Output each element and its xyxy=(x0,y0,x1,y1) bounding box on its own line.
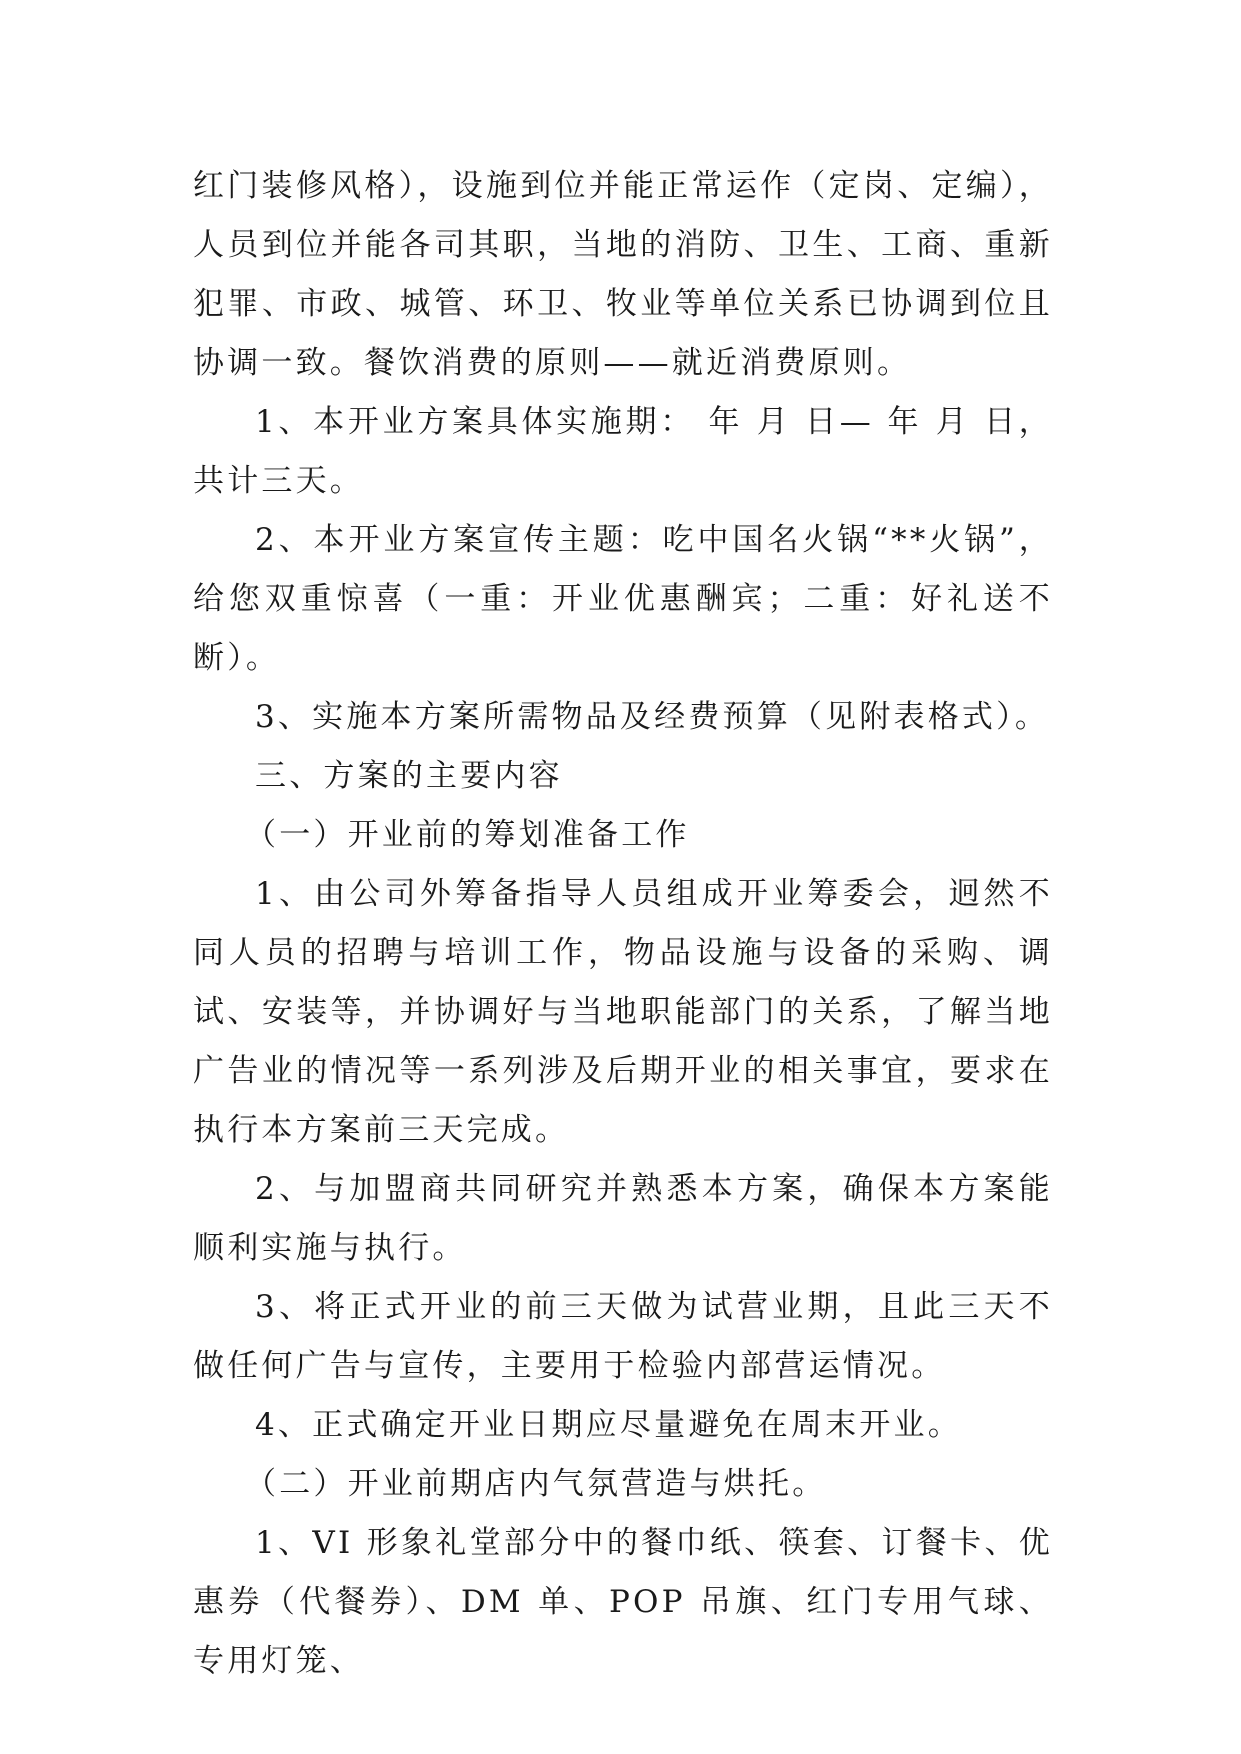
paragraph: 1、本开业方案具体实施期： 年 月 日— 年 月 日，共计三天。 xyxy=(193,404,1053,499)
paragraph: 3、实施本方案所需物品及经费预算（见附表格式）。 xyxy=(255,699,1050,735)
paragraph: 1、由公司外筹备指导人员组成开业筹委会，迥然不同人员的招聘与培训工作，物品设施与设备的采购、调试、安装等，并协调好与当地职能部门的关系，了解当地广告业的情况等一系列涉及后期开业的相关事宜，要求在执行本方案前三天完成。 xyxy=(193,876,1053,1148)
paragraph: 3、将正式开业的前三天做为试营业期，且此三天不做任何广告与宣传，主要用于检验内部营运情况。 xyxy=(193,1289,1053,1384)
paragraph: 4、正式确定开业日期应尽量避免在周末开业。 xyxy=(255,1407,962,1443)
paragraph: 2、与加盟商共同研究并熟悉本方案，确保本方案能顺利实施与执行。 xyxy=(193,1171,1053,1266)
section-heading: 三、方案的主要内容 xyxy=(255,758,563,794)
document-body xyxy=(193,157,1053,1691)
subsection-heading: （二）开业前期店内气氛营造与烘托。 xyxy=(245,1466,827,1502)
paragraph: 2、本开业方案宣传主题：吃中国名火锅“**火锅”，给您双重惊喜（一重：开业优惠酬宾；二重：好礼送不断）。 xyxy=(193,522,1053,676)
paragraph: 红门装修风格），设施到位并能正常运作（定岗、定编），人员到位并能各司其职，当地的消防、卫生、工商、重新犯罪、市政、城管、环卫、牧业等单位关系已协调到位且协调一致。餐饮消费的原则——就近消费原则。 xyxy=(193,168,1053,381)
subsection-heading: （一）开业前的筹划准备工作 xyxy=(245,817,690,853)
paragraph: 1、VI 形象礼堂部分中的餐巾纸、筷套、订餐卡、优惠券（代餐券）、DM 单、POP 吊旗、红门专用气球、专用灯笼、 xyxy=(193,1525,1053,1679)
